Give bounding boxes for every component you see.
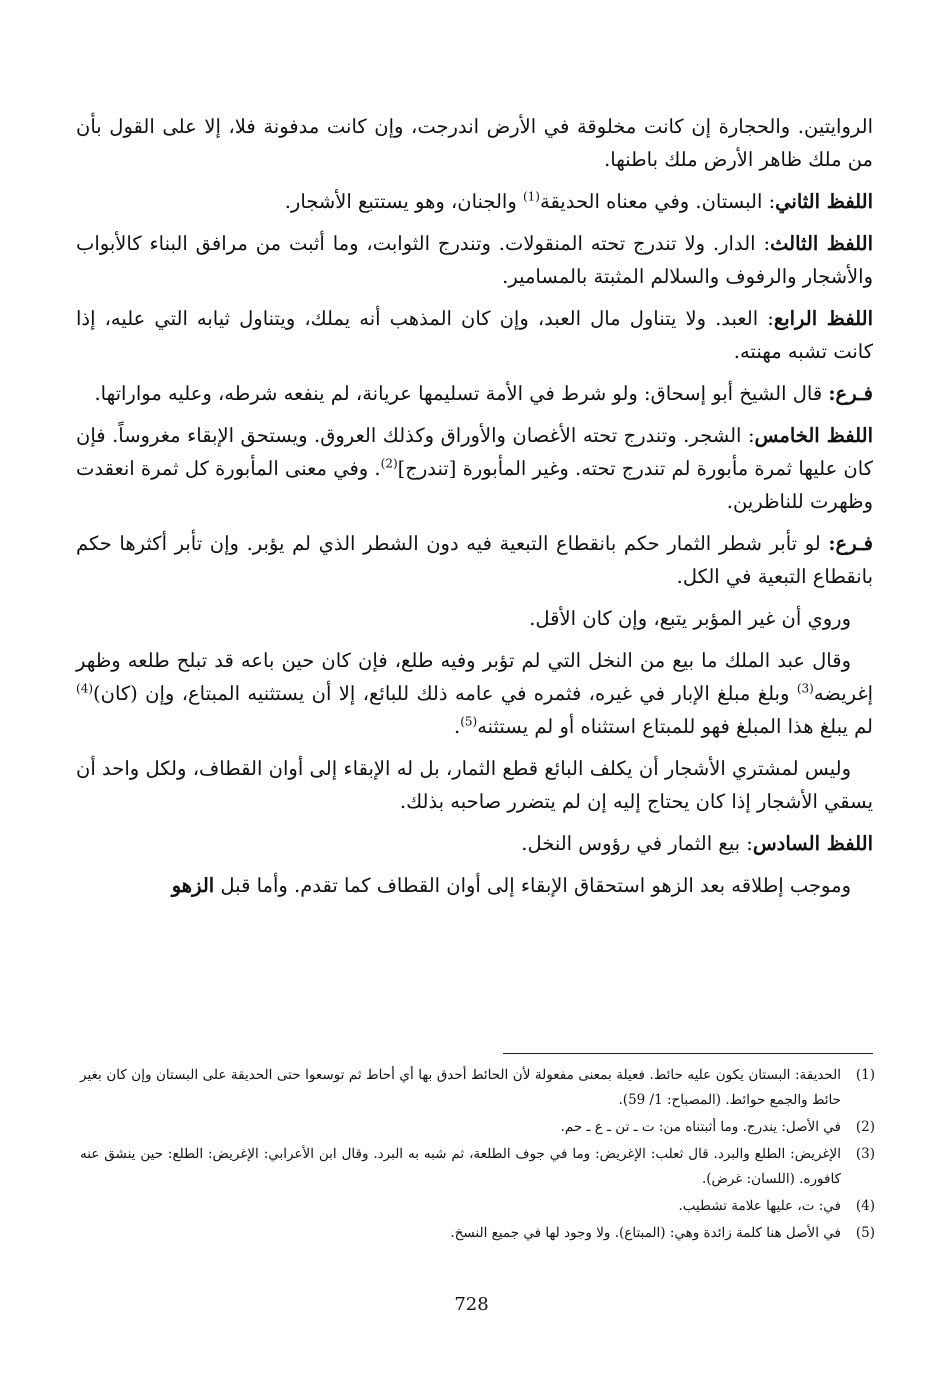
paragraph — [76, 302, 873, 368]
paragraph-label: فـرع: — [828, 382, 873, 405]
paragraph — [76, 527, 873, 593]
paragraph-text: وليس لمشتري الأشجار أن يكلف البائع قطع الثمار، بل له الإبقاء إلى أوان القطاف، ولكل واحد أن يسقي الأشجار إذا كان يحتاج إليه إن لم يتضرر صاحبه بذلك. — [76, 757, 873, 813]
paragraph-label: اللفظ الرابع — [773, 307, 873, 330]
footnote — [80, 1063, 875, 1113]
footnote — [80, 1194, 875, 1219]
paragraph-label: فـرع: — [828, 532, 873, 555]
paragraph-text: وموجب إطلاقه بعد الزهو استحقاق الإبقاء إلى أوان القطاف كما تقدم. وأما قبل — [214, 874, 851, 897]
paragraph-text: . وفي معنى المأبورة كل ثمرة انعقدت وظهرت للناظرين. — [76, 457, 873, 513]
paragraph-text: : بيع الثمار في رؤوس النخل. — [521, 832, 753, 855]
paragraph-text: وقال عبد الملك ما بيع من النخل التي لم تؤبر وفيه طلع، فإن كان حين باعه قد تبلح طلعه وظهر إغريضه — [76, 649, 873, 705]
footnote-reference: (4) — [76, 681, 94, 696]
paragraph-text: قال الشيخ أبو إسحاق: ولو شرط في الأمة تسليمها عريانة، لم ينفعه شرطه، وعليه مواراتها. — [94, 382, 829, 405]
paragraph-label: اللفظ السادس — [752, 832, 873, 855]
paragraph-text: . — [453, 715, 461, 738]
paragraph-label: اللفظ الثاني — [775, 190, 873, 213]
footnote-number: (2) — [855, 1119, 875, 1135]
paragraph-text: : الشجر. وتندرج تحته الأغصان والأوراق وكذلك العروق. ويستحق الإبقاء مغروساً. فإن كان عليها ثمرة مأبورة لم تندرج تحته. وغير المأبورة [تندرج] — [76, 424, 873, 480]
footnote-reference: (3) — [796, 681, 814, 696]
paragraph-text: لم يبلغ هذا المبلغ فهو للمبتاع استثناه أو لم يستثنه — [477, 715, 873, 738]
footnote-number: (1) — [855, 1067, 875, 1083]
footnote-number: (4) — [855, 1198, 875, 1214]
footnote-separator — [503, 1053, 873, 1054]
paragraph-text: وروي أن غير المؤبر يتبع، وإن كان الأقل. — [529, 607, 851, 630]
footnote — [80, 1221, 875, 1246]
paragraph — [76, 869, 873, 902]
catchword: الزهو — [171, 874, 215, 897]
paragraph — [76, 227, 873, 293]
paragraph-label: اللفظ الخامس — [754, 424, 873, 447]
footnote-text: في: ت، عليها علامة تشطيب. — [678, 1198, 841, 1214]
footnote-text: في الأصل هنا كلمة زائدة وهي: (المبتاع). ولا وجود لها في جميع النسخ. — [450, 1225, 841, 1241]
footnotes — [80, 1063, 875, 1248]
footnote-text: الحديقة: البستان يكون عليه حائط. فعيلة بمعنى مفعولة لأن الحائط أحدق بها أي أحاط ثم توسعوا حتى الحديقة على البستان وإن كان بغير حائط والجمع حوائط. (المصباح: 1/ 59). — [80, 1067, 841, 1108]
paragraph — [76, 419, 873, 518]
paragraph-text: وبلغ مبلغ الإبار في غيره، فثمره في عامه ذلك للبائع، إلا أن يستثنيه المبتاع، وإن (كان) — [93, 682, 797, 705]
footnote-number: (5) — [855, 1225, 875, 1241]
paragraph-text: والجنان، وهو يستتبع الأشجار. — [284, 190, 523, 213]
footnote — [80, 1142, 875, 1192]
footnote-text: في الأصل: يندرج. وما أثبتناه من: ت ـ تن ـ ع ـ حم. — [560, 1119, 841, 1135]
paragraph-text: : الدار. ولا تندرج تحته المنقولات. وتندرج الثوابت، وما أثبت من مرافق البناء كالأبواب والأشجار والرفوف والسلالم المثبتة بالمسامير. — [76, 232, 873, 288]
paragraph — [76, 602, 873, 635]
paragraph — [76, 185, 873, 218]
footnote-text: الإغريض: الطلع والبرد. قال ثعلب: الإغريض: وما في جوف الطلعة، ثم شبه به البرد. وقال ابن الأعرابي: الإغريض: الطلع: حين ينشق عنه كافوره. (اللسان: غرض). — [80, 1146, 841, 1187]
paragraph-text: الروايتين. والحجارة إن كانت مخلوقة في الأرض اندرجت، وإن كانت مدفونة فلا، إلا على القول بأن من ملك ظاهر الأرض ملك باطنها. — [76, 115, 873, 171]
main-text — [76, 110, 873, 911]
paragraph — [76, 644, 873, 743]
paragraph-text: لو تأبر شطر الثمار حكم بانقطاع التبعية فيه دون الشطر الذي لم يؤبر. وإن تأبر أكثرها حكم بانقطاع التبعية في الكل. — [76, 532, 873, 588]
paragraph — [76, 110, 873, 176]
page-number: 728 — [454, 1294, 489, 1315]
footnote-reference: (1) — [522, 189, 540, 204]
footnote-reference: (2) — [380, 456, 398, 471]
paragraph — [76, 752, 873, 818]
paragraph-text: : البستان. وفي معناه الحديقة — [539, 190, 776, 213]
footnote-number: (3) — [855, 1146, 875, 1162]
footnote-reference: (5) — [460, 714, 478, 729]
paragraph — [76, 377, 873, 410]
paragraph — [76, 827, 873, 860]
paragraph-text: : العبد. ولا يتناول مال العبد، وإن كان المذهب أنه يملك، ويتناول ثيابه التي عليه، إذا كانت تشبه مهنته. — [76, 307, 873, 363]
footnote — [80, 1115, 875, 1140]
paragraph-label: اللفظ الثالث — [770, 232, 873, 255]
